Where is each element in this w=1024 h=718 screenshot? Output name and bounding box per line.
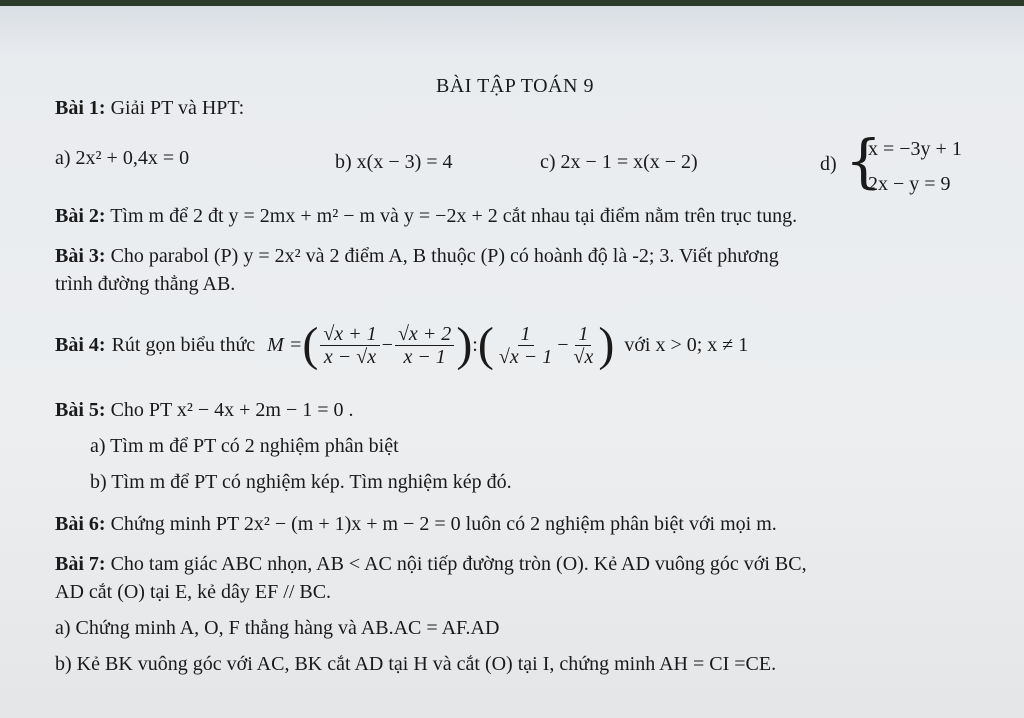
bai1-d-label: d) xyxy=(820,153,837,175)
fraction-1-den: x − √x xyxy=(323,345,377,368)
paren-open-1: ( xyxy=(302,318,319,371)
bai5-b: b) Tìm m để PT có nghiệm kép. Tìm nghiệm kép đó. xyxy=(90,471,512,493)
fraction-2-den: x − 1 xyxy=(403,345,446,368)
fraction-1 xyxy=(320,323,379,368)
fraction-4-num: 1 xyxy=(575,323,591,346)
fraction-2-num: √x + 2 xyxy=(395,323,454,346)
minus-2: − xyxy=(557,334,569,356)
bai1-text: Giải PT và HPT: xyxy=(110,97,245,119)
paren-open-2: ( xyxy=(477,318,494,371)
bai3-text-1: Cho parabol (P) y = 2x² và 2 điểm A, B thuộc (P) có hoành độ là -2; 3. Viết phương xyxy=(110,245,779,267)
bai6-label: Bài 6: xyxy=(55,513,106,535)
bai2-text: Tìm m để 2 đt y = 2mx + m² − m và y = −2x + 2 cắt nhau tại điểm nằm trên trục tung. xyxy=(110,205,798,227)
bai1-d-eq2: 2x − y = 9 xyxy=(868,173,951,195)
fraction-3-den: √x − 1 xyxy=(498,345,553,368)
bai1-b: b) x(x − 3) = 4 xyxy=(335,151,453,173)
bai5 xyxy=(55,398,354,422)
bai7-a: a) Chứng minh A, O, F thẳng hàng và AB.AC = AF.AD xyxy=(55,617,500,639)
photo-edge xyxy=(0,0,1024,6)
bai1-d-eq1: x = −3y + 1 xyxy=(868,138,962,160)
fraction-2 xyxy=(395,323,454,368)
bai5-a: a) Tìm m để PT có 2 nghiệm phân biệt xyxy=(90,435,399,457)
fraction-4 xyxy=(570,323,596,368)
bai1-c: c) 2x − 1 = x(x − 2) xyxy=(540,151,698,173)
bai5-label: Bài 5: xyxy=(55,399,106,421)
bai4 xyxy=(55,315,748,375)
bai1-a: a) 2x² + 0,4x = 0 xyxy=(55,147,190,169)
bai4-m: M = xyxy=(267,334,303,356)
fraction-4-den: √x xyxy=(573,345,594,368)
bai7-line2: AD cắt (O) tại E, kẻ dây EF // BC. xyxy=(55,581,332,603)
bai6 xyxy=(55,512,777,536)
bai5-text: Cho PT x² − 4x + 2m − 1 = 0 . xyxy=(110,399,354,421)
system-brace: { xyxy=(845,127,882,195)
bai4-label: Bài 4: xyxy=(55,334,106,356)
bai3-line2: trình đường thẳng AB. xyxy=(55,273,236,295)
bai1-heading xyxy=(55,96,244,120)
bai7-b: b) Kẻ BK vuông góc với AC, BK cắt AD tại H và cắt (O) tại I, chứng minh AH = CI =CE. xyxy=(55,653,777,675)
paren-close-2: ) xyxy=(598,318,615,371)
minus-1: − xyxy=(381,334,393,356)
bai3-label: Bài 3: xyxy=(55,245,106,267)
bai6-text: Chứng minh PT 2x² − (m + 1)x + m − 2 = 0 luôn có 2 nghiệm phân biệt với mọi m. xyxy=(110,513,777,535)
fraction-3 xyxy=(496,323,555,368)
bai2 xyxy=(55,204,797,228)
divide-sign: : xyxy=(472,334,478,356)
bai1-label: Bài 1: xyxy=(55,97,106,119)
bai7-label: Bài 7: xyxy=(55,553,106,575)
bai4-text: Rút gọn biểu thức xyxy=(111,334,256,356)
paren-close-1: ) xyxy=(456,318,473,371)
bai3-line1 xyxy=(55,244,779,268)
bai7-text-1: Cho tam giác ABC nhọn, AB < AC nội tiếp đường tròn (O). Kẻ AD vuông góc với BC, xyxy=(110,553,807,575)
fraction-1-num: √x + 1 xyxy=(320,323,379,346)
bai7-line1 xyxy=(55,552,807,576)
bai2-label: Bài 2: xyxy=(55,205,106,227)
fraction-3-num: 1 xyxy=(518,323,534,346)
page-title: BÀI TẬP TOÁN 9 xyxy=(436,75,594,97)
bai4-condition: với x > 0; x ≠ 1 xyxy=(624,334,749,356)
